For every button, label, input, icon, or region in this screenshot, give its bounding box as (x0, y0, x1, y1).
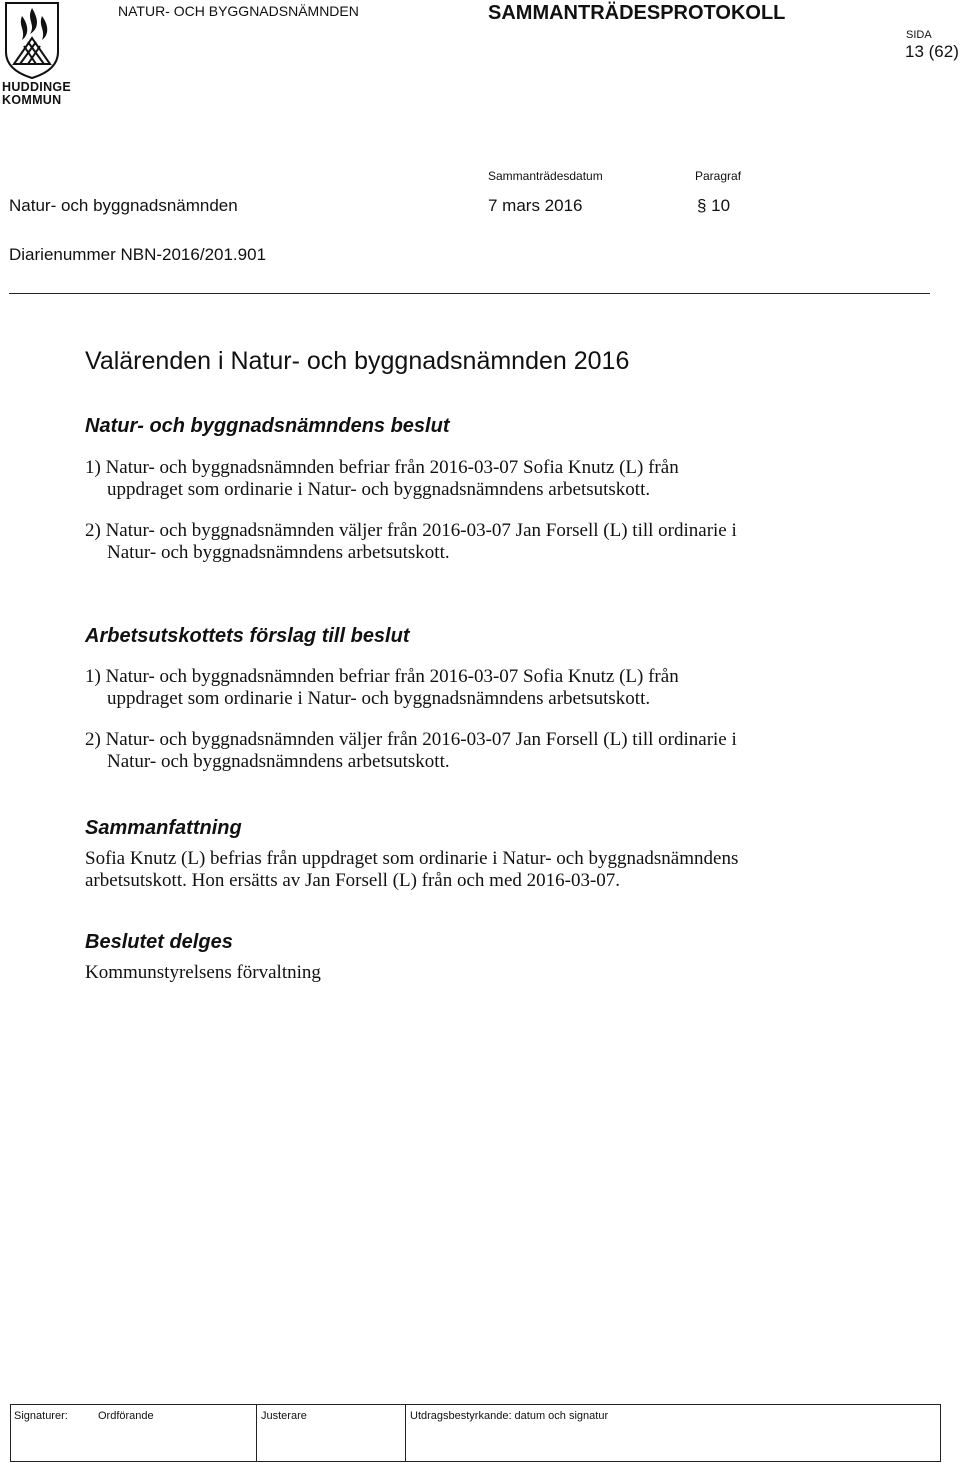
proposal-item-2-line1: 2) Natur- och byggnadsnämnden väljer från 2016-03-07 Jan Forsell (L) till ordinarie i (85, 729, 737, 750)
committee-name: Natur- och byggnadsnämnden (9, 196, 238, 215)
decision-item-1-line2: uppdraget som ordinarie i Natur- och byggnadsnämndens arbetsutskott. (107, 479, 651, 500)
adjuster-label: Justerare (261, 1410, 307, 1422)
decision-item-1 (85, 457, 885, 501)
proposal-item-2-line2: Natur- och byggnadsnämndens arbetsutskott. (107, 751, 450, 772)
logo-text-line2: KOMMUN (2, 93, 62, 107)
proposal-item-2 (85, 729, 885, 773)
document-type: SAMMANTRÄDESPROTOKOLL (488, 2, 786, 24)
chair-label: Ordförande (98, 1410, 154, 1422)
proposal-heading: Arbetsutskottets förslag till beslut (85, 625, 410, 647)
diarienummer: Diarienummer NBN-2016/201.901 (9, 245, 267, 264)
huddinge-logo (0, 0, 72, 108)
page-title: Valärenden i Natur- och byggnadsnämnden 2016 (85, 347, 630, 375)
proposal-item-1-line1: 1) Natur- och byggnadsnämnden befriar från 2016-03-07 Sofia Knutz (L) från (85, 666, 679, 687)
decision-item-1-line1: 1) Natur- och byggnadsnämnden befriar från 2016-03-07 Sofia Knutz (L) från (85, 457, 679, 478)
decision-item-2-line2: Natur- och byggnadsnämndens arbetsutskott. (107, 542, 450, 563)
page-number: 13 (62) (905, 42, 959, 61)
meeting-date: 7 mars 2016 (488, 196, 583, 215)
logo-text-line1: HUDDINGE (2, 80, 72, 94)
distribution-recipient: Kommunstyrelsens förvaltning (85, 962, 321, 983)
decision-item-2 (85, 520, 885, 564)
signature-divider-1 (256, 1404, 257, 1462)
page-label: SIDA (906, 29, 932, 41)
summary-text (85, 848, 885, 892)
summary-heading: Sammanfattning (85, 817, 242, 839)
crest-icon (0, 0, 66, 80)
decision-item-2-line1: 2) Natur- och byggnadsnämnden väljer från 2016-03-07 Jan Forsell (L) till ordinarie i (85, 520, 737, 541)
signatures-label: Signaturer: (14, 1410, 68, 1422)
paragraph-label: Paragraf (695, 169, 742, 183)
proposal-item-1-line2: uppdraget som ordinarie i Natur- och byggnadsnämndens arbetsutskott. (107, 688, 651, 709)
paragraph-number: § 10 (697, 196, 731, 215)
organization-name: NATUR- OCH BYGGNADSNÄMNDEN (118, 3, 359, 19)
summary-line1: Sofia Knutz (L) befrias från uppdraget som ordinarie i Natur- och byggnadsnämndens (85, 848, 739, 869)
proposal-item-1 (85, 666, 885, 710)
distribution-heading: Beslutet delges (85, 931, 233, 953)
summary-line2: arbetsutskott. Hon ersätts av Jan Forsell (L) från och med 2016-03-07. (85, 870, 621, 891)
signature-divider-2 (405, 1404, 406, 1462)
header-divider (9, 293, 930, 294)
decision-heading: Natur- och byggnadsnämndens beslut (85, 415, 450, 437)
meeting-date-label: Sammanträdesdatum (488, 169, 603, 183)
extract-certification-label: Utdragsbestyrkande: datum och signatur (410, 1410, 609, 1422)
